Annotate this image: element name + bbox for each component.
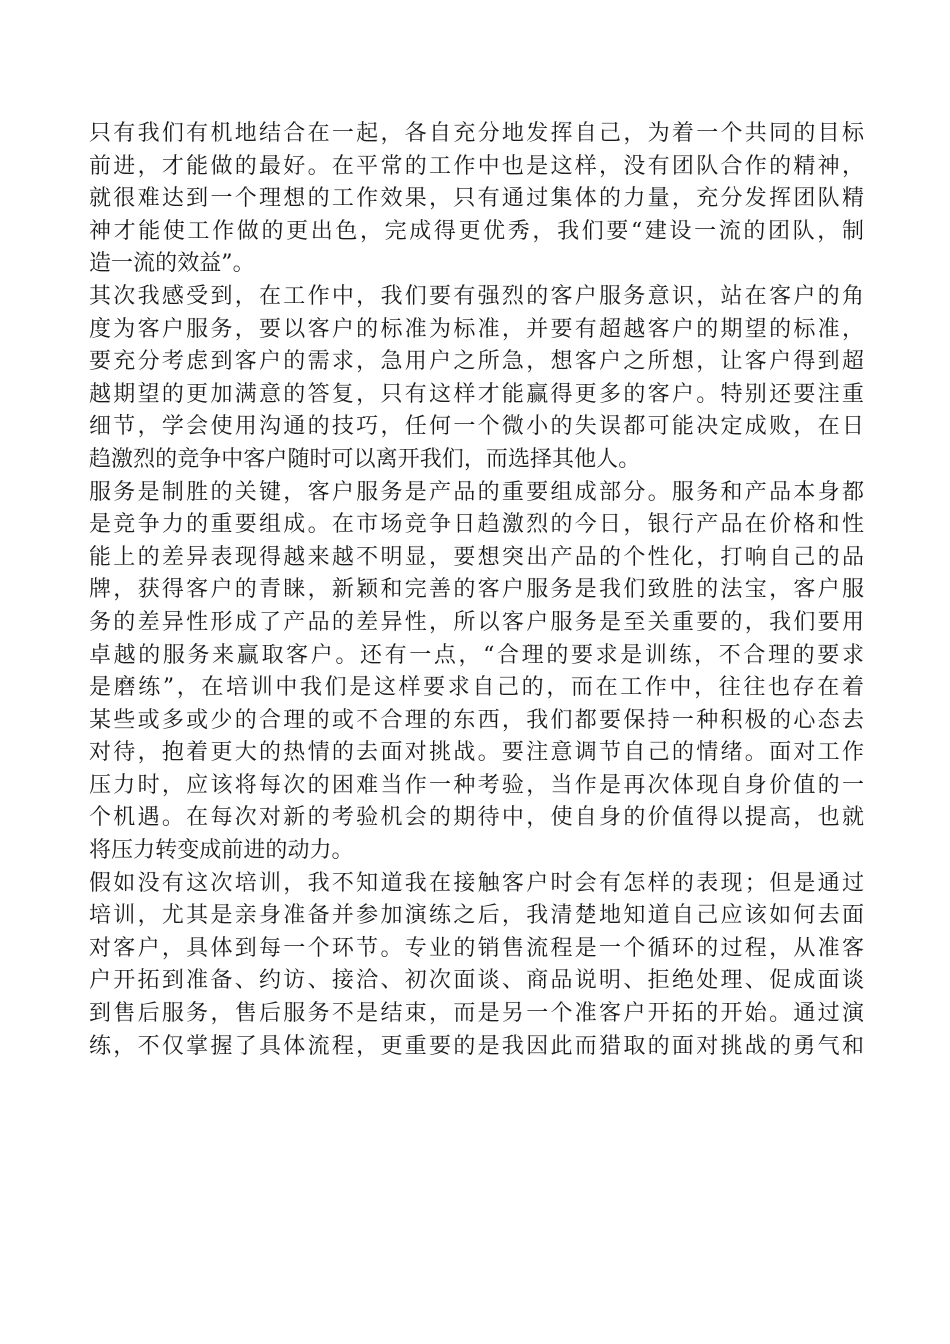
text-line: 卓越的服务来赢取客户。还有一点，“合理的要求是训练，不合理的要求 (89, 642, 864, 668)
text-line: 要充分考虑到客户的需求，急用户之所急，想客户之所想，让客户得到超 (89, 349, 864, 375)
text-line: 能上的差异表现得越来越不明显，要想突出产品的个性化，打响自己的品 (89, 544, 864, 570)
text-line: 其次我感受到，在工作中，我们要有强烈的客户服务意识，站在客户的角 (89, 283, 864, 309)
text-line: 户开拓到准备、约访、接洽、初次面谈、商品说明、拒绝处理、促成面谈 (89, 968, 864, 994)
text-line: 到售后服务，售后服务不是结束，而是另一个准客户开拓的开始。通过演 (89, 1001, 864, 1027)
text-line: 造一流的效益”。 (89, 251, 255, 277)
text-line: 只有我们有机地结合在一起，各自充分地发挥自己，为着一个共同的目标 (89, 121, 864, 146)
text-line: 趋激烈的竞争中客户随时可以离开我们，而选择其他人。 (89, 446, 641, 472)
text-line: 服务是制胜的关键，客户服务是产品的重要组成部分。服务和产品本身都 (89, 479, 864, 505)
text-line: 练，不仅掌握了具体流程，更重要的是我因此而猎取的面对挑战的勇气和 (89, 1033, 864, 1059)
paragraph-4 (89, 868, 864, 1064)
text-line: 前进，才能做的最好。在平常的工作中也是这样，没有团队合作的精神， (89, 153, 864, 179)
text-line: 培训，尤其是亲身准备并参加演练之后，我清楚地知道自己应该如何去面 (89, 903, 864, 929)
text-line: 个机遇。在每次对新的考验机会的期待中，使自身的价值得以提高，也就 (89, 805, 864, 831)
document-body (89, 118, 864, 1063)
text-line: 就很难达到一个理想的工作效果，只有通过集体的力量，充分发挥团队精 (89, 186, 864, 212)
text-line: 压力时，应该将每次的困难当作一种考验，当作是再次体现自身价值的一 (89, 772, 864, 798)
paragraph-2 (89, 281, 864, 477)
text-line: 越期望的更加满意的答复，只有这样才能赢得更多的客户。特别还要注重 (89, 381, 864, 407)
text-line: 是磨练”，在培训中我们是这样要求自己的，而在工作中，往往也存在着 (89, 675, 864, 701)
text-line: 牌，获得客户的青睐，新颖和完善的客户服务是我们致胜的法宝，客户服 (89, 577, 864, 603)
text-line: 度为客户服务，要以客户的标准为标准，并要有超越客户的期望的标准， (89, 316, 864, 342)
text-line: 神才能使工作做的更出色，完成得更优秀，我们要“建设一流的团队，制 (89, 218, 864, 244)
text-line: 假如没有这次培训，我不知道我在接触客户时会有怎样的表现；但是通过 (89, 870, 864, 896)
text-line: 对客户，具体到每一个环节。专业的销售流程是一个循环的过程，从准客 (89, 935, 864, 961)
text-line: 将压力转变成前进的动力。 (89, 838, 354, 864)
text-line: 务的差异性形成了产品的差异性，所以客户服务是至关重要的，我们要用 (89, 609, 864, 635)
paragraph-3 (89, 477, 864, 868)
text-line: 细节，学会使用沟通的技巧，任何一个微小的失误都可能决定成败，在日 (89, 414, 864, 440)
text-line: 对待，抱着更大的热情的去面对挑战。要注意调节自己的情绪。面对工作 (89, 740, 864, 766)
paragraph-1 (89, 118, 864, 281)
text-line: 某些或多或少的合理的或不合理的东西，我们都要保持一种积极的心态去 (89, 707, 864, 733)
text-line: 是竞争力的重要组成。在市场竞争日趋激烈的今日，银行产品在价格和性 (89, 512, 864, 538)
